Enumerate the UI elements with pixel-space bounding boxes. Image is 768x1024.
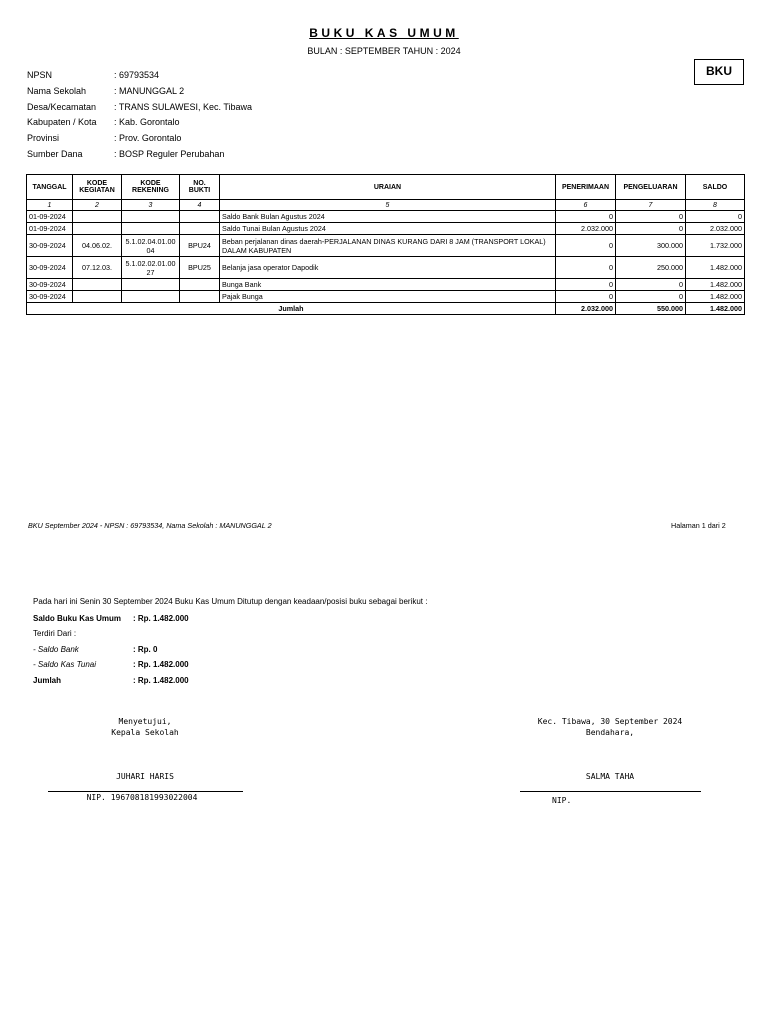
cell-activity-code <box>73 211 122 223</box>
cell-activity-code <box>73 279 122 291</box>
page-number: Halaman 1 dari 2 <box>671 521 726 530</box>
table-header-row <box>27 175 745 200</box>
ledger-table <box>26 174 745 315</box>
cell-account-code <box>122 279 180 291</box>
column-number-row <box>27 200 745 211</box>
cell-receipt-no <box>180 223 220 235</box>
saldo-tunai-value: : Rp. 1.482.000 <box>133 660 189 669</box>
cell-receipt-no <box>180 279 220 291</box>
cell-balance: 1.482.000 <box>686 257 745 279</box>
cell-date: 30-09-2024 <box>27 235 73 257</box>
info-label: Sumber Dana <box>27 148 83 159</box>
cell-expense: 250.000 <box>616 257 686 279</box>
column-header: SALDO <box>686 175 745 200</box>
table-row <box>27 211 745 223</box>
cell-income: 0 <box>556 291 616 303</box>
cell-activity-code <box>73 223 122 235</box>
info-label: Kabupaten / Kota <box>27 117 97 128</box>
column-header: PENGELUARAN <box>616 175 686 200</box>
cell-income: 0 <box>556 257 616 279</box>
column-header: URAIAN <box>220 175 556 200</box>
table-total-row <box>27 303 745 315</box>
cell-description: Pajak Bunga <box>220 291 556 303</box>
info-label: Nama Sekolah <box>27 85 87 96</box>
cell-description: Bunga Bank <box>220 279 556 291</box>
column-number: 3 <box>122 200 180 211</box>
saldo-tunai-label: - Saldo Kas Tunai <box>33 660 96 669</box>
column-number: 4 <box>180 200 220 211</box>
page-footer-info: BKU September 2024 - NPSN : 69793534, Nama Sekolah : MANUNGGAL 2 <box>28 521 272 530</box>
info-value: : 69793534 <box>114 70 160 80</box>
column-number: 2 <box>73 200 122 211</box>
saldo-bank-label: - Saldo Bank <box>33 645 79 654</box>
cell-account-code: 5.1.02.04.01.0004 <box>122 235 180 257</box>
cell-expense: 0 <box>616 279 686 291</box>
cell-income: 0 <box>556 235 616 257</box>
total-label: Jumlah <box>27 303 556 315</box>
table-row <box>27 223 745 235</box>
cell-balance: 2.032.000 <box>686 223 745 235</box>
cell-account-code: 5.1.02.02.01.0027 <box>122 257 180 279</box>
cell-expense: 0 <box>616 211 686 223</box>
jumlah-value: : Rp. 1.482.000 <box>133 676 189 685</box>
cell-income: 0 <box>556 211 616 223</box>
cell-activity-code: 07.12.03. <box>73 257 122 279</box>
info-value: : MANUNGGAL 2 <box>114 85 185 96</box>
cell-activity-code: 04.06.02. <box>73 235 122 257</box>
treasurer-title: Bendahara, <box>585 728 635 737</box>
table-row <box>27 279 745 291</box>
saldo-bku-value: : Rp. 1.482.000 <box>133 614 189 623</box>
info-value: : Prov. Gorontalo <box>114 133 182 144</box>
column-header: KODE REKENING <box>122 175 180 200</box>
principal-nip: NIP. 196708181993022004 <box>86 793 198 802</box>
bku-badge: BKU <box>694 59 744 85</box>
saldo-bku-label: Saldo Buku Kas Umum <box>33 614 122 623</box>
info-label: Desa/Kecamatan <box>27 101 97 112</box>
terdiri-label: Terdiri Dari : <box>33 629 77 638</box>
jumlah-label: Jumlah <box>33 676 62 685</box>
right-signature-title <box>500 716 720 738</box>
info-value: : BOSP Reguler Perubahan <box>114 148 225 159</box>
cell-account-code <box>122 211 180 223</box>
cell-expense: 300.000 <box>616 235 686 257</box>
page-title: BUKU KAS UMUM <box>309 26 459 40</box>
table-row <box>27 235 745 257</box>
right-signature-line <box>520 791 701 792</box>
closing-statement: Pada hari ini Senin 30 September 2024 Buku Kas Umum Ditutup dengan keadaan/posisi buku sebagai berikut : <box>33 597 428 606</box>
cell-date: 30-09-2024 <box>27 257 73 279</box>
info-value: : TRANS SULAWESI, Kec. Tibawa <box>114 101 253 112</box>
page-subtitle: BULAN : SEPTEMBER TAHUN : 2024 <box>307 46 461 56</box>
cell-receipt-no: BPU24 <box>180 235 220 257</box>
cell-income: 2.032.000 <box>556 223 616 235</box>
column-header: NO. BUKTI <box>180 175 220 200</box>
total-expense: 550.000 <box>616 303 686 315</box>
info-label: Provinsi <box>27 133 60 144</box>
cell-description: Belanja jasa operator Dapodik <box>220 257 556 279</box>
cell-activity-code <box>73 291 122 303</box>
cell-expense: 0 <box>616 291 686 303</box>
column-header: TANGGAL <box>27 175 73 200</box>
saldo-bank-value: : Rp. 0 <box>133 645 158 654</box>
cell-balance: 0 <box>686 211 745 223</box>
table-row <box>27 257 745 279</box>
column-number: 8 <box>686 200 745 211</box>
cell-date: 01-09-2024 <box>27 223 73 235</box>
approval-text: Menyetujui, <box>118 717 172 726</box>
cell-income: 0 <box>556 279 616 291</box>
column-header: KODE KEGIATAN <box>73 175 122 200</box>
column-number: 1 <box>27 200 73 211</box>
column-number: 7 <box>616 200 686 211</box>
cell-receipt-no <box>180 291 220 303</box>
total-balance: 1.482.000 <box>686 303 745 315</box>
cell-account-code <box>122 291 180 303</box>
cell-account-code <box>122 223 180 235</box>
cell-expense: 0 <box>616 223 686 235</box>
total-income: 2.032.000 <box>556 303 616 315</box>
cell-date: 01-09-2024 <box>27 211 73 223</box>
column-number: 6 <box>556 200 616 211</box>
column-number: 5 <box>220 200 556 211</box>
info-label: NPSN <box>27 70 53 80</box>
cell-receipt-no: BPU25 <box>180 257 220 279</box>
info-value: : Kab. Gorontalo <box>114 117 180 128</box>
cell-description: Saldo Tunai Bulan Agustus 2024 <box>220 223 556 235</box>
table-row <box>27 291 745 303</box>
cell-date: 30-09-2024 <box>27 291 73 303</box>
cell-receipt-no <box>180 211 220 223</box>
treasurer-nip: NIP. <box>552 796 572 805</box>
place-date: Kec. Tibawa, 30 September 2024 <box>537 717 683 726</box>
cell-date: 30-09-2024 <box>27 279 73 291</box>
left-signature-title <box>45 716 245 738</box>
cell-description: Saldo Bank Bulan Agustus 2024 <box>220 211 556 223</box>
treasurer-name: SALMA TAHA <box>585 772 635 781</box>
principal-title: Kepala Sekolah <box>111 728 179 737</box>
cell-balance: 1.732.000 <box>686 235 745 257</box>
cell-balance: 1.482.000 <box>686 279 745 291</box>
cell-balance: 1.482.000 <box>686 291 745 303</box>
principal-name: JUHARI HARIS <box>116 772 174 781</box>
cell-description: Beban perjalanan dinas daerah-PERJALANAN DINAS KURANG DARI 8 JAM (TRANSPORT LOKAL) DALAM KABUPATEN <box>220 235 556 257</box>
column-header: PENERIMAAN <box>556 175 616 200</box>
